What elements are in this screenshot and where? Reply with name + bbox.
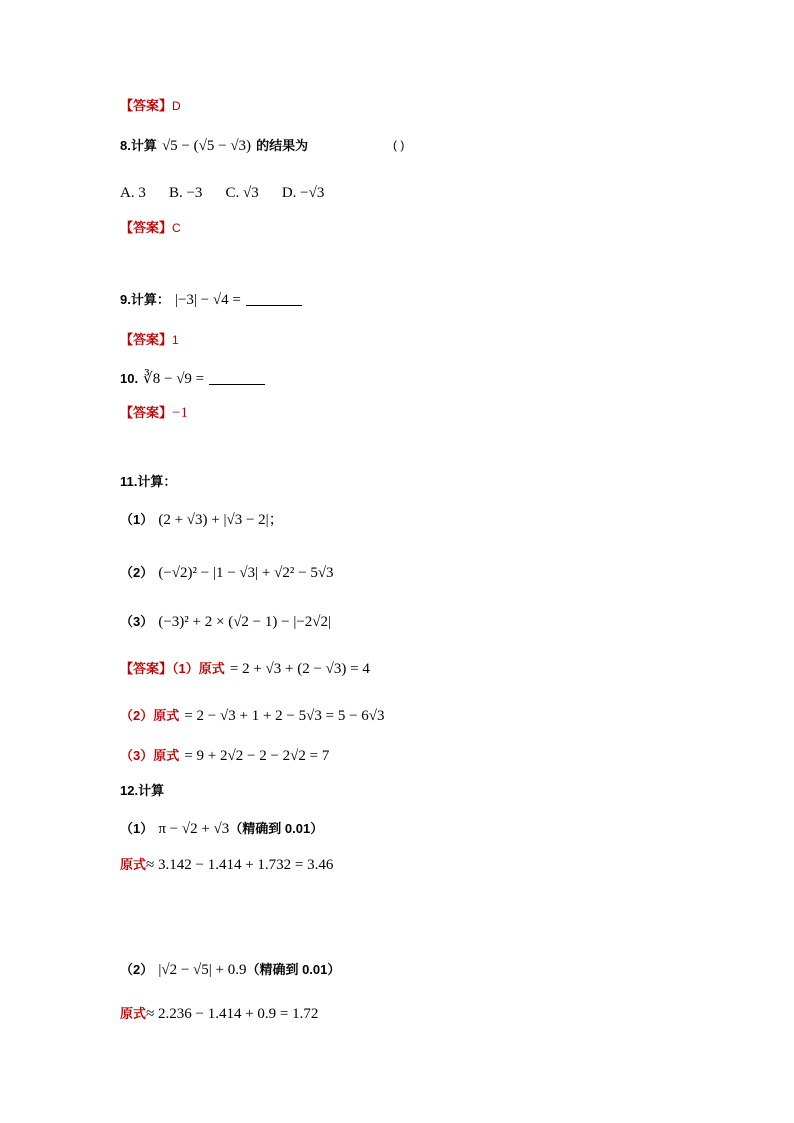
item-number: （2）	[120, 565, 154, 580]
item-number: （1）	[120, 512, 154, 527]
q8-question	[120, 134, 308, 157]
precision-note: （精确到 0.01）	[246, 962, 341, 977]
question-number: 10.	[120, 371, 139, 386]
answer-value: C	[172, 221, 181, 235]
answer-expression: = 2 − √3 + 1 + 2 − 5√3 = 5 − 6√3	[184, 708, 385, 724]
answer-label: 原式	[153, 708, 180, 723]
answer-value: −1	[172, 405, 188, 421]
answer-label: 原式	[198, 661, 225, 676]
fill-blank	[209, 370, 265, 385]
answer-tag: 【答案】	[120, 220, 173, 235]
question-suffix: 的结果为	[256, 138, 309, 153]
option-c: C. √3	[225, 185, 259, 201]
q8-answer-line	[120, 216, 181, 239]
item-number: （3）	[120, 614, 154, 629]
question-number: 9.计算：	[120, 292, 170, 307]
q11-item-1	[120, 508, 284, 531]
answer-value: 1	[172, 333, 179, 347]
option-b: B. −3	[168, 185, 203, 201]
q12-item-2	[120, 958, 340, 981]
q11-item-2	[120, 561, 334, 584]
answer-tag: 【答案】	[120, 661, 173, 676]
item-number: （2）	[120, 962, 154, 977]
answer-expression: = 2 + √3 + (2 − √3) = 4	[229, 661, 370, 677]
answer-expression: = 9 + 2√2 − 2 − 2√2 = 7	[184, 748, 330, 764]
q11-answer-3	[120, 744, 329, 767]
answer-tag: 【答案】	[120, 405, 173, 420]
question-number: 11.计算：	[120, 474, 177, 489]
q11-item-3	[120, 610, 331, 633]
fill-blank	[246, 291, 302, 306]
math-expression: |√2 − √5| + 0.9	[158, 962, 247, 978]
question-number: 8.计算	[120, 138, 157, 153]
q11-answer-2	[120, 704, 385, 727]
q12-solution-1	[120, 853, 333, 876]
option-d: D. −√3	[281, 185, 325, 201]
answer-item-number: （3）	[120, 748, 154, 763]
math-expression: (2 + √3) + |√3 − 2|；	[158, 512, 284, 528]
q12-item-1	[120, 817, 323, 840]
q12-title	[120, 779, 164, 802]
answer-paren: ( )	[393, 138, 405, 152]
option-a: A. 3	[120, 185, 146, 201]
answer-tag: 【答案】	[120, 98, 173, 113]
question-number: 12.计算	[120, 783, 165, 798]
solution-expression: ≈ 2.236 − 1.414 + 0.9 = 1.72	[146, 1006, 319, 1022]
q12-solution-2	[120, 1002, 318, 1025]
answer-value: D	[172, 99, 181, 113]
math-expression: |−3| − √4 =	[174, 292, 241, 308]
q11-answer-1	[120, 657, 370, 680]
math-expression: √5 − (√5 − √3)	[161, 138, 252, 154]
answer-label: 原式	[153, 748, 180, 763]
q8-options	[120, 181, 324, 204]
q7-answer-line	[120, 94, 181, 117]
math-expression: π − √2 + √3	[158, 821, 230, 837]
solution-label: 原式	[120, 1006, 147, 1021]
math-expression: (−√2)² − |1 − √3| + √2² − 5√3	[158, 565, 334, 581]
q11-title	[120, 470, 176, 493]
q9-question	[120, 288, 302, 311]
solution-label: 原式	[120, 857, 147, 872]
answer-tag: 【答案】	[120, 332, 173, 347]
answer-item-number: （2）	[120, 708, 154, 723]
q10-answer-line	[120, 401, 188, 424]
q10-question	[120, 367, 265, 390]
precision-note: （精确到 0.01）	[229, 821, 324, 836]
q9-answer-line	[120, 328, 179, 351]
answer-item-number: （1）	[172, 661, 199, 676]
solution-expression: ≈ 3.142 − 1.414 + 1.732 = 3.46	[146, 857, 334, 873]
math-expression: (−3)² + 2 × (√2 − 1) − |−2√2|	[158, 614, 332, 630]
item-number: （1）	[120, 821, 154, 836]
math-expression: ∛8 − √9 =	[143, 371, 205, 387]
